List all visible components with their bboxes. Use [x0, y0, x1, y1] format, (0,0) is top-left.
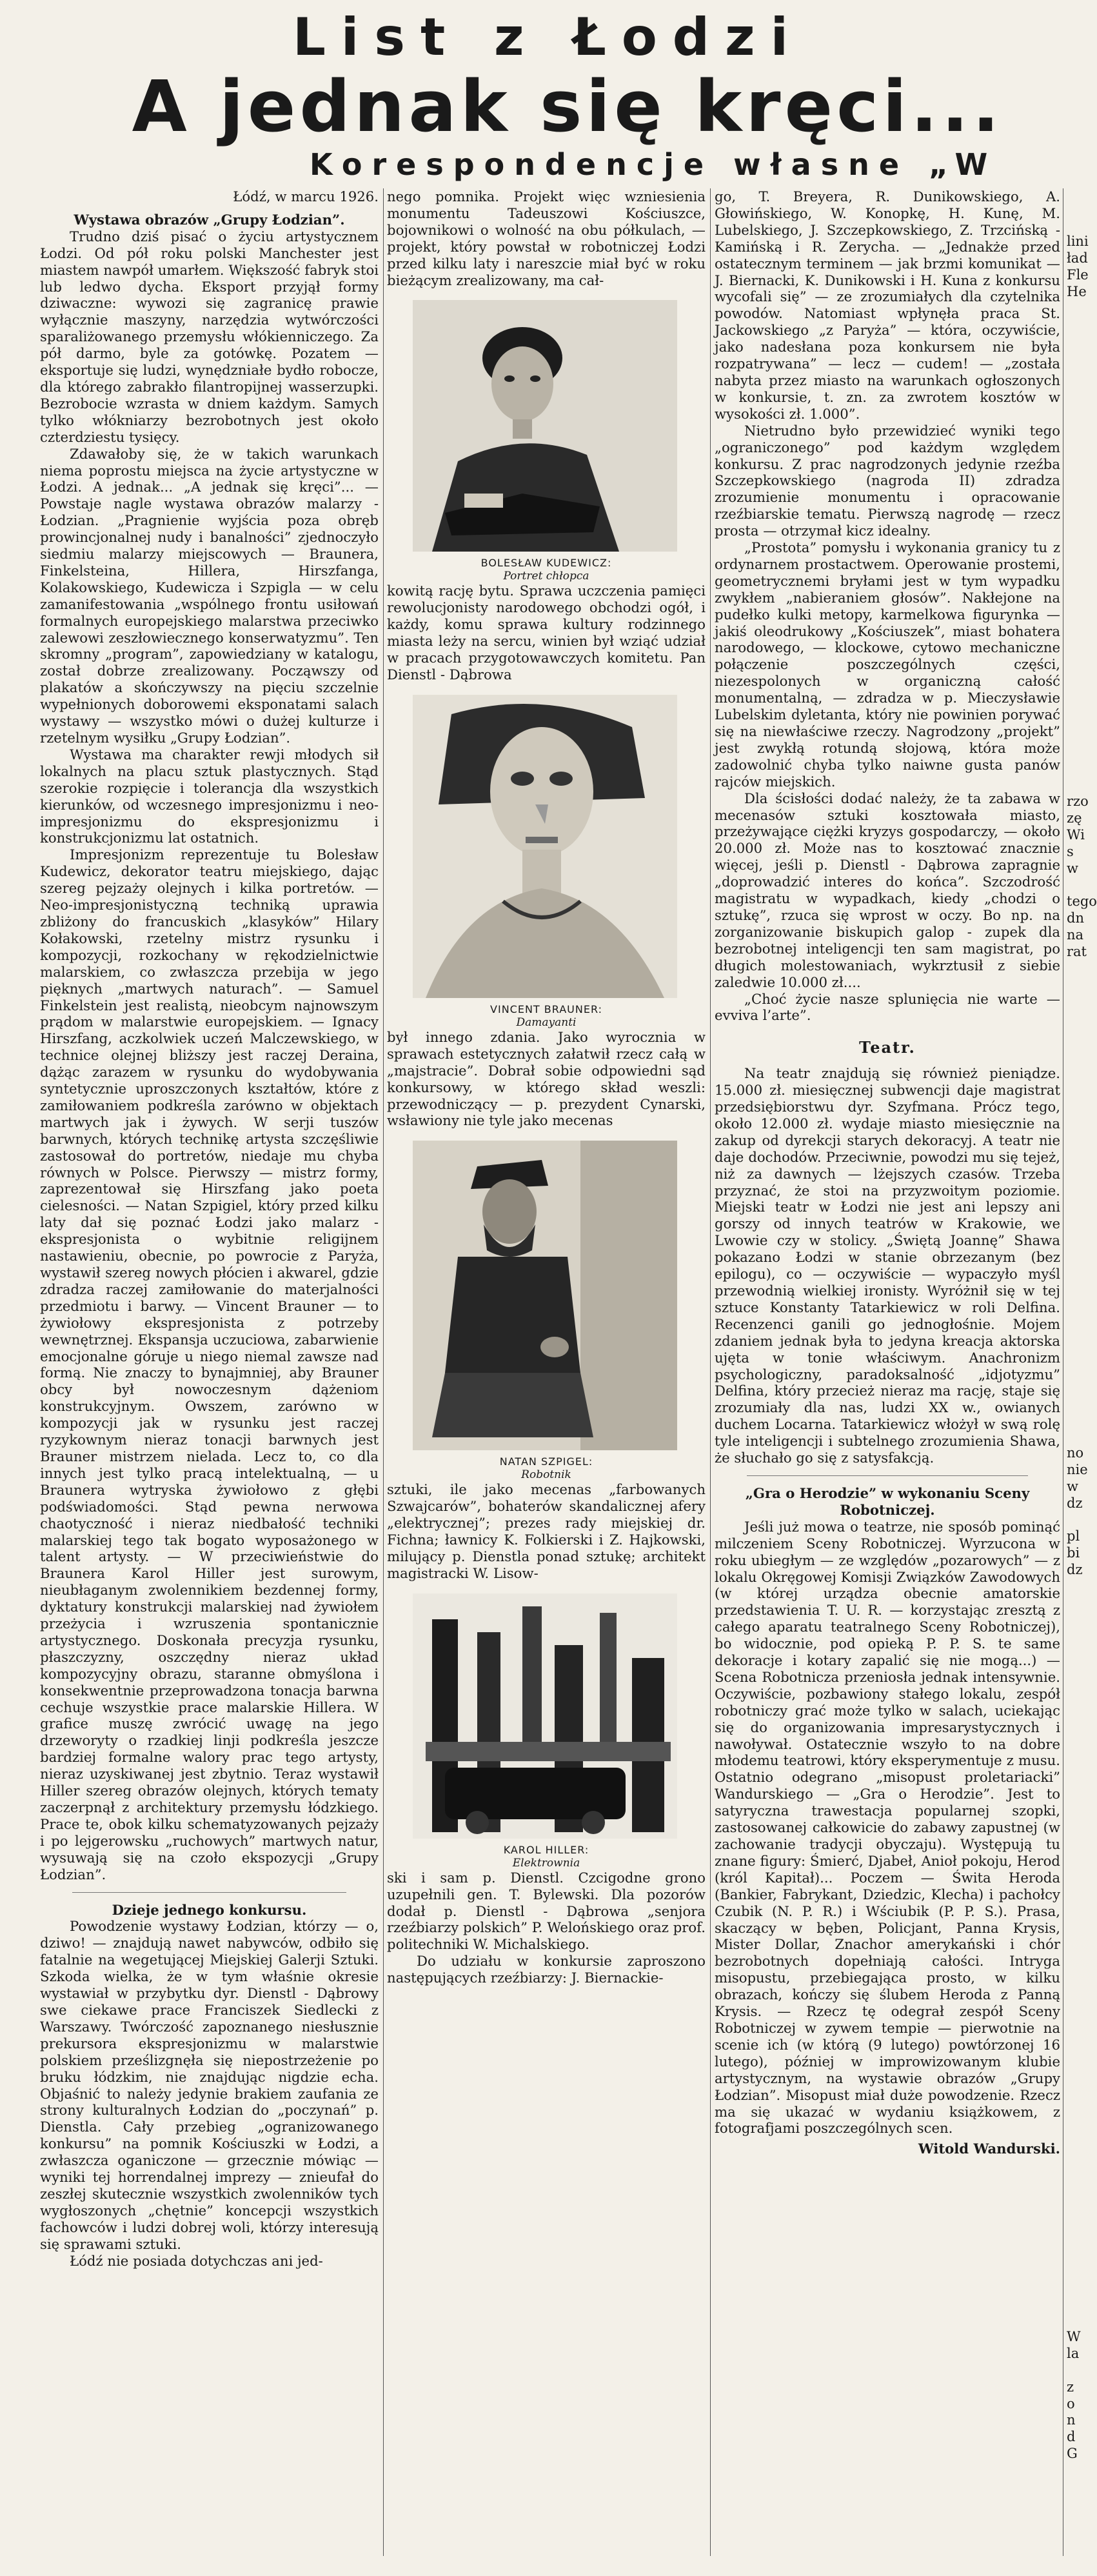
- fragment-line: [1067, 1512, 1091, 1529]
- fragment-line: no: [1067, 1445, 1084, 1461]
- section-heading-exhibition: Wystawa obrazów „Grupy Łodzian”.: [74, 211, 345, 228]
- fragment-line: w: [1067, 860, 1078, 876]
- caption-title: Damayanti: [516, 1015, 577, 1029]
- paragraph: „Prostota” pomysłu i wykonania granicy tu z ordynarnem prostactwem. Operowanie prostemi, geometrycznemi bryłami jest w tym wypadku zwykłem „nabieraniem głosów”. Nakłejone na pudełko kulki metopy, karmelkowa figurynka — jakiś oleodrukowy „Kościuszek”, miast bohatera narodowego, — klockowe, cytowo mechaniczne połączenie poszczególnych części, niezespolonych w organiczną całość monumentalną, — zdradza w p. Mieczysławie Lubelskim dyletanta, który nie powinien porywać się na niewłaściwe rzeczy. Nagrodzony „projekt” jest zwykłą rotundą słojową, która może zadowolnić chyba tylko naiwne gusta panów rajców miejskich.: [715, 539, 1060, 790]
- fragment-line: He: [1067, 283, 1087, 299]
- paragraph: był innego zdania. Jako wyrocznia w sprawach estetycznych załatwił rzecz całą w „majstracie”. Dobrał sobie odpowiedni sąd konkursowy, w którego skład weszli: przewodniczący — p. prezydent Cynarski, wsławiony nie tyle jako mecenas: [387, 1028, 706, 1129]
- fragment-line: dz: [1067, 1562, 1083, 1578]
- caption-title: Robotnik: [521, 1468, 571, 1482]
- caption-artist: NATAN SZPIGEL:: [499, 1455, 593, 1468]
- section-rule: [72, 1892, 346, 1893]
- image-caption: [387, 1455, 706, 1481]
- section-heading-theatre: Teatr.: [859, 1038, 916, 1057]
- painting-kudewicz-portrait: [387, 300, 706, 552]
- fragment-line: lini: [1067, 234, 1089, 249]
- fragment-line: [1067, 2362, 1091, 2379]
- fragment-line: W: [1067, 2329, 1081, 2344]
- fragment-line: dz: [1067, 1495, 1083, 1511]
- paragraph: Dla ścisłości dodać należy, że ta zabawa w mecenasów sztuki kosztowała miasto, przeżywające ciężki kryzys gospodarczy, — około 20.000 zł. Może nas to kosztować znacznie więcej, jeśli p. Dienstl - Dąbrowa zapragnie „doprowadzić interes do końca”. Szczodrość magistratu w wypadkach, kiedy „chodzi o sztukę”, rzuca się wprost w oczy. Bo np. na zorganizowanie biskupich galop - zupek dla bezrobotnej inteligencji ten sam magistrat, po długich molestowaniach, wykrztusił z siebie zaledwie 10.000 zł....: [715, 790, 1060, 990]
- fragment-line: la: [1067, 2345, 1080, 2361]
- dateline: Łódź, w marcu 1926.: [233, 188, 379, 205]
- paragraph: Łódź nie posiada dotychczas ani jed-: [70, 2252, 323, 2269]
- paragraph: Do udziału w konkursie zaproszono następujących rzeźbiarzy: J. Biernackie-: [387, 1953, 706, 1986]
- fragment-line: ład: [1067, 250, 1088, 266]
- painting-szpigel-worker: [387, 1141, 706, 1450]
- image-caption: [387, 1003, 706, 1029]
- paragraph: Jeśli już mowa o teatrze, nie sposób pominąć milczeniem Sceny Robotniczej. Wyrzucona w roku ubiegłym — ze względów „pozarowych” — z lokalu Okręgowej Komisji Związków Zawodowych (w której urządza obecnie amatorskie przedstawienia T. U. R. — korzystając zresztą z całego aparatu teatralnego Sceny Robotniczej), bo widocznie, pod opieką P. P. S. te same dekoracje i kotary zapalić się nie mogą...) — Scena Robotnicza przeniosła jednak intensywnie. Oczywiście, pozbawiony stałego lokalu, zespół robotniczy grać może tylko w salach, uciekając się do organizowania impresarystycznych i nawoływał. Ostatecznie wszyło to na dobre młodemu teatrowi, który eksperymentuje z musu. Ostatnio odegrano „misopust proletariacki” Wandurskiego — „Gra o Herodzie”. Jest to satyryczna trawestacja popularnej szopki, zastosowanej całkowicie do zabawy zapustnej (w zachowanie tradycji obyczaju). Występują tu znane figury: Śmierć, Djabeł, Anioł pokoju, Herod (król Kapitał)... Poczem — Świta Heroda (Bankier, Fabrykant, Dziedzic, Klecha) i pachołcy Czubik (N. P. R.) i Wściubik (P. P. S.). Prasa, skaczący w bęben, Policjant, Panna Krysis, Mister Dollar, Znachor amerykański i chór bezrobotnych dopełniają całości. Intryga misopustu, przebiegająca prosto, w kilku obrazach, kończy się ślubem Heroda z Panną Krysis. — Rzecz tę odegrał zespół Sceny Robotniczej w zywem tempie — pierwotnie na scenie ich (w którą (9 lutego) powtórzonej 16 lutego), później w improwizowanym klubie artystycznym, na wystawie obrazów „Grupy Łodzian”. Misopust miał duże powodzenie. Rzecz ma się ukazać w wydaniu książkowem, z fotografjami poszczególnych scen.: [715, 1518, 1060, 2137]
- caption-title: Elektrownia: [512, 1856, 580, 1870]
- paragraph: Nietrudno było przewidzieć wyniki tego „ograniczonego” pod każdym względem konkursu. Z prac nagrodzonych jedynie rzeźba Szczepkowskiego (nagroda II) zdradza zrozumienie monumentu i opracowanie rzeźbiarskie tematu. Pierwszą nagrodę — rzecz prosta — otrzymał kicz idealny.: [715, 422, 1060, 539]
- fragment-line: w: [1067, 1478, 1078, 1494]
- fragment-line: Wi: [1067, 826, 1085, 843]
- fragment-line: s: [1067, 843, 1074, 859]
- caption-artist: BOLESŁAW KUDEWICZ:: [480, 557, 612, 570]
- paragraph: nego pomnika. Projekt więc wzniesienia monumentu Tadeuszowi Kościuszce, bojownikowi o wolność na obu półkulach, — projekt, który powstał w robotniczej Łodzi przed kilku laty i nareszcie miał być w roku bieżącym zrealizowany, ma cał-: [387, 188, 706, 288]
- column-divider: [710, 188, 711, 2556]
- painting-brauner-damayanti: [387, 695, 706, 998]
- fragment-line: zę: [1067, 810, 1082, 826]
- section-heading-contest: Dzieje jednego konkursu.: [112, 1901, 307, 1918]
- paragraph: „Choć życie nasze splunięcia nie warte — evviva l’arte”.: [715, 990, 1060, 1024]
- fragment-line: pl: [1067, 1528, 1080, 1544]
- paragraph: ski i sam p. Dienstl. Czcigodne grono uzupełnili gen. T. Bylewski. Dla pozorów dodał p. Dienstl - Dąbrowa „senjora rzeźbiarzy polskich” P. Welońskiego oraz prof. politechniki W. Michalskiego.: [387, 1869, 706, 1953]
- fragment-line: dn: [1067, 910, 1084, 926]
- image-caption: [387, 557, 706, 583]
- fragment-line: rzo: [1067, 794, 1089, 809]
- paragraph: Powodzenie wystawy Łodzian, którzy — o, dziwo! — znajdują nawet nabywców, odbiło się fatalnie na wegetującej Miejskiej Galerji Sztuki. Szkoda wielka, że w tym właśnie okresie wystawiał w przybytku dyr. Dienstl - Dąbrowy swe ciekawe prace Franciszek Siedlecki z Warszawy. Twórczość zapoznanego niesłusznie prekursora ekspresjonizmu w malarstwie polskiem prześlizgnęła się niepostrzeżenie po bruku łódzkim, nie znajdując nigdzie echa. Objaśnić to należy jedynie brakiem zaufania ze strony kulturalnych Łodzian do „poczynań” p. Dienstla. Cały przebieg „ogranizowanego konkursu” na pomnik Kościuszki w Łodzi, a zwłaszcza oganiczone — grzecznie mówiąc — wyniki tej horrendalnej imprezy — znieufał do zeszłej skutecznie wszystkich zwolenników tych wygłoszonych „chętnie” koncepcji wszystkich fachowców i ludzi dobrej woli, którzy interesują się sprawami sztuki.: [40, 1918, 379, 2252]
- fragment-line: bi: [1067, 1545, 1080, 1561]
- author-signature: Witold Wandurski.: [918, 2141, 1060, 2157]
- caption-title: Portret chłopca: [503, 570, 589, 583]
- painting-hiller-power-plant: [387, 1593, 706, 1839]
- fragment-line: [1067, 877, 1091, 894]
- paragraph: Zdawałoby się, że w takich warunkach niema poprostu miejsca na życie artystyczne w Łodzi. A jednak... „A jednak się kręci”... — Powstaje nagle wystawa obrazów malarzy - Łodzian. „Pragnienie wyjścia poza obręb prowincjonalnej nudy i banalności” zjednoczyło siedmiu malarzy miejscowych — Braunera, Finkelsteina, Hillera, Hirszfanga, Kolakowskiego, Kudewicza i Szpigla — w celu zamanifestowania „wspólnego frontu usiłowań formalnych europejskiego malarstwa przeciwko zalewowi zeszłowiecznego konserwatyzmu”. Ten skromny „program”, zapowiedziany w katalogu, został dobrze zrealizowany. Począwszy od plakatów a skończywszy na pięciu szczelnie wypełnionych doborowemi eksponatami salach wystawy — wszystko mówi o dużej kulturze i rzetelnym wysiłku „Grupy Łodzian”.: [40, 445, 379, 746]
- masthead-kicker: List z Łodzi: [292, 7, 804, 67]
- adjacent-column-fragment: [1067, 1445, 1091, 1579]
- paragraph: Wystawa ma charakter rewji młodych sił lokalnych na placu sztuk plastycznych. Stąd szerokie rozpięcie i tolerancja dla wszystkich kierunków, od wczesnego impresjonizmu i neo-impresjonizmu do ekspresjonizmu i konstrukcjonizmu lat ostatnich.: [40, 746, 379, 846]
- fragment-line: nie: [1067, 1461, 1088, 1477]
- fragment-line: na: [1067, 927, 1084, 943]
- paragraph: Impresjonizm reprezentuje tu Bolesław Kudewicz, dekorator teatru miejskiego, dając szereg pejzaży olejnych i kilka portretów. — Neo-impresjonistyczną techniką uprawia zbliżony do francuskich „klasyków” Hilary Kołakowski, rzetelny mistrz rysunku i kompozycji, rozkochany w rękodzielnictwie malarskiem, co zwłaszcza przebija w jego pięknych „martwych naturach”. — Samuel Finkelstein jest realistą, nieobcym najnowszym prądom w malarstwie europejskiem. — Ignacy Hirszfang, aczkolwiek uczeń Malczewskiego, w technice olejnej bliższy jest raczej Deraina, dążąc zarazem w rysunku do wydobywania syntetycznie uproszczonych kształtów, które z zamiłowaniem podkreśla zarówno w objektach martwych jak i żywych. W serji tuszów barwnych, których technikę artysta szczęśliwie zastosował do portretów, niedaje mu chyba równych w Polsce. Pierwszy — mistrz formy, zaprezentował się Hirszfang jako poeta cielesności. — Natan Szpigiel, który przed kilku laty dał się poznać Łodzi jako malarz - ekspresjonista o wybitnie religijnem nastawieniu, obecnie, po powrocie z Paryża, wystawił szereg nowych płócien i akwarel, gdzie zdradza raczej zamiłowanie do materjalności przedmiotu i barwy. — Vincent Brauner — to żywiołowy ekspresjonista z potrzeby wewnętrznej. Ekspansja uczuciowa, zabarwienie emocjonalne góruje u niego niemal zawsze nad formą. Nie znaczy to bynajmniej, aby Brauner obcy był nowoczesnym dążeniom konstrukcyjnym. Owszem, zarówno w kompozycji jak w rysunku jest raczej ryzykownym nieraz tonacji barwnych jest Brauner mistrzem nielada. Lecz to, co dla innych jest tylko pracą intelektualną, — u Braunera wytryska żywiołowo z głębi podświadomości. Stąd pewna nerwowa chaotyczność i nieraz niedbałość techniki malarskiej tego tak bogato wyposażonego w talent artysty. — W przeciwieństwie do Braunera Karol Hiller jest surowym, nieubłaganym zwolennikiem bezdennej formy, dyktatury konstrukcji malarskiej nad żywiołem przeżycia i wzruszenia spontanicznie artystycznego. Doskonała precyzja rysunku, płaszczyzny, oszczędny nieraz układ kompozycyjny obrazu, staranne obmyślona i konsekwentnie przeprowadzona tonacja barwna cechuje wszystkie prace malarskie Hillera. W grafice muszę zwrócić uwagę na jego drzeworyty o rzadkiej linji podkreśla jeszcze bardziej formalne walory prac tego artysty, nieraz uzyskiwanej jest zbytnio. Teraz wystawił Hiller szereg obrazów olejnych, których tematy zaczerpnął z architektury przemysłu łódzkiego. Prace te, obok kilku schematyzowanych pejzaży i po lejgerowsku „ruchowych” martwych natur, wysuwają się na czoło ekspozycji „Grupy Łodzian”.: [40, 846, 379, 1882]
- caption-artist: VINCENT BRAUNER:: [490, 1003, 602, 1015]
- adjacent-column-fragment: [1067, 2329, 1091, 2462]
- masthead-strap: Korespondencje własne „W: [310, 147, 998, 182]
- column-1: [40, 188, 379, 2562]
- fragment-line: rat: [1067, 944, 1087, 960]
- headline: A jednak się kręci...: [132, 65, 1003, 148]
- column-2: [387, 188, 706, 2562]
- caption-artist: KAROL HILLER:: [503, 1843, 589, 1856]
- image-caption: [387, 1844, 706, 1870]
- fragment-line: d: [1067, 2429, 1076, 2445]
- paragraph: kowitą rację bytu. Sprawa uczczenia pamięci rewolucjonisty narodowego obchodzi ogół, i każdy, komu sprawa kultury rodzinnego miasta leży na sercu, winien był wziąć udział w pracach przygotowawczych komitetu. Pan Dienstl - Dąbrowa: [387, 583, 706, 683]
- section-heading-herod: „Gra o Herodzie” w wykonaniu Sceny Robotniczej.: [745, 1484, 1030, 1518]
- paragraph: sztuki, ile jako mecenas „farbowanych Szwajcarów”, bohaterów skandalicznej afery „elektrycznej”; prezes rady miejskiej dr. Fichna; ławnicy K. Folkierski i Z. Hajkowski, milujący p. Dienstla ponad sztukę; architekt magistracki W. Lisow-: [387, 1481, 706, 1581]
- section-rule: [747, 1475, 1028, 1476]
- paragraph: go, T. Breyera, R. Dunikowskiego, A. Głowińskiego, W. Konopkę, H. Kunę, M. Lubelskiego, J. Szczepkowskiego, Z. Trzcińską - Kamińską i R. Zerycha. — „Jednakże przed ostatecznym terminem — jak brzmi komunikat — J. Biernacki, K. Dunikowski i H. Kuna z konkursu wycofali się” — ze zrozumiałych dla czytelnika powodów. Natomiast wpłynęła praca St. Jackowskiego „z Paryża” — która, oczywiście, jako nadesłana poza konkursem nie była rozpatrywana” — lecz — cudem! — „została nabyta przez miasto na warunkach ogłoszonych w konkursie, t. zn. za zwrotem kosztów w wysokości zł. 1.000”.: [715, 188, 1060, 422]
- adjacent-column-fragment: [1067, 794, 1097, 961]
- fragment-line: n: [1067, 2412, 1076, 2428]
- fragment-line: tego: [1067, 894, 1097, 910]
- column-3: [715, 188, 1060, 2562]
- fragment-line: z: [1067, 2379, 1074, 2395]
- paragraph: Trudno dziś pisać o życiu artystycznem Łodzi. Od pół roku polski Manchester jest miastem nawpół umarłem. Większość fabryk stoi lub ledwo dycha. Eksport przyjął formy dziwaczne: wywozi się zagranicę prawie wyłącznie maszyny, narzędzia wytwórczości sparaliżowanego przemysłu włókienniczego. Za pół darmo, byle za gotówkę. Pozatem — eksportuje się ludzi, wynędzniałe bydło robocze, dla którego zabrakło filantropijnej wasserzupki. Bezrobocie wzrasta w dniem każdym. Samych tylko włókniarzy bezrobotnych jest około czterdziestu tysięcy.: [40, 228, 379, 445]
- fragment-line: o: [1067, 2395, 1075, 2411]
- fragment-line: Fle: [1067, 266, 1089, 283]
- fragment-line: G: [1067, 2446, 1078, 2462]
- paragraph: Na teatr znajdują się również pieniądze. 15.000 zł. miesięcznej subwencji daje magistrat przedsiębiorstwu dyr. Szyfmana. Prócz tego, około 12.000 zł. wydaje miasto miesięcznie na zakup od dyrekcji starych dekoracyj. A teatr nie daje dochodów. Przeciwnie, powodzi mu się tejeż, niż za dawnych — lżejszych czasów. Trzeba przyznać, że stoi na przyzwoitym poziomie. Miejski teatr w Łodzi nie jest ani lepszy ani gorszy od innych teatrów w Krakowie, we Lwowie czy w stolicy. „Świętą Joannę” Shawa pokazano Łodzi w stanie obrzezanym (bez epilogu), co — oczywiście — wypaczyło myśl przewodnią wielkiej ironisty. Wyróżnił się w tej sztuce Konstanty Tatarkiewicz w roli Delfina. Recenzenci ganili go jednogłośnie. Mojem zdaniem jednak była to jedyna kreacja aktorska ujęta w tonie właściwym. Anachronizm psychologiczny, paradoksalność „idjotyzmu” Delfina, który przecież nieraz ma rację, staje się zrozumiały dla nas, ludzi XX w., owianych duchem Locarna. Tatarkiewicz włożył w swą rolę tyle inteligencji i subtelnego zrozumienia Shawa, że słuchało go się z satysfakcją.: [715, 1065, 1060, 1466]
- adjacent-column-fragment: [1067, 234, 1091, 301]
- column-divider: [383, 188, 384, 2556]
